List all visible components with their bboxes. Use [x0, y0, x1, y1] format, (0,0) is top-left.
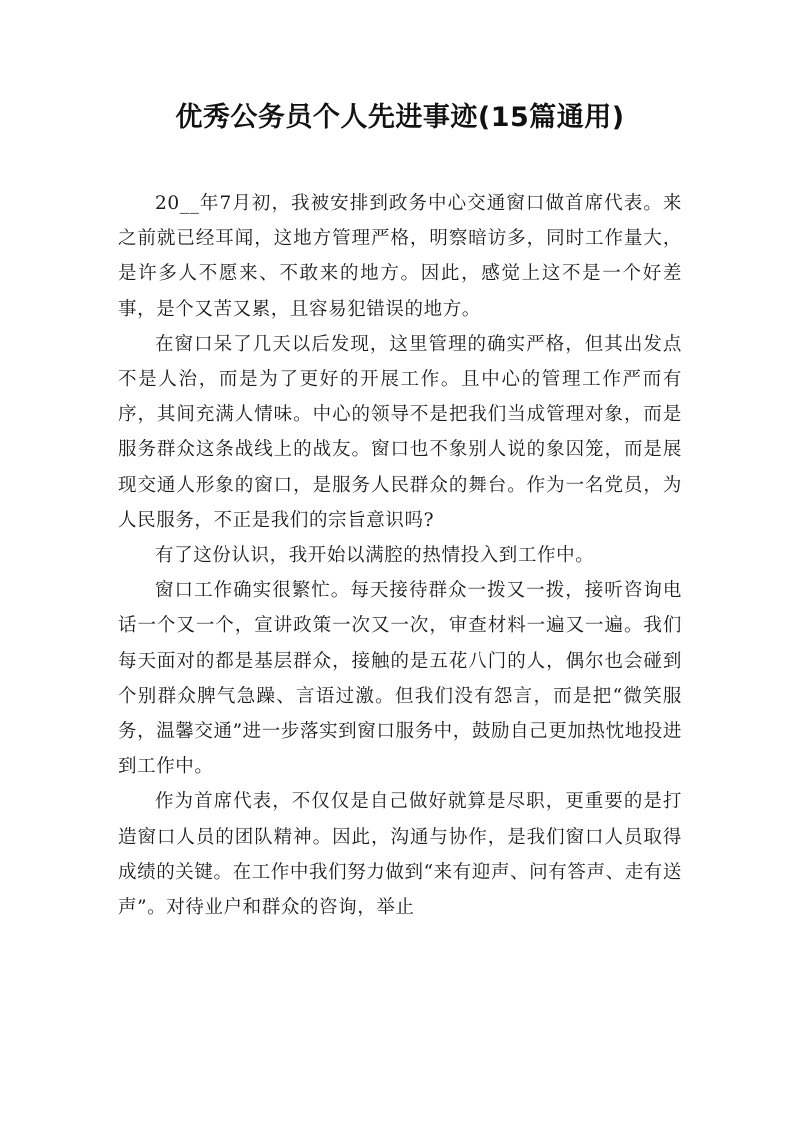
- document-title: 优秀公务员个人先进事迹(15篇通用): [175, 102, 625, 133]
- paragraph: 20__年7月初，我被安排到政务中心交通窗口做首席代表。来之前就已经耳闻，这地方管理严格，明察暗访多，同时工作量大，是许多人不愿来、不敢来的地方。因此，感觉上这不是一个好差事，是个又苦又累，且容易犯错误的地方。: [118, 193, 682, 320]
- paragraph: 在窗口呆了几天以后发现，这里管理的确实严格，但其出发点不是人治，而是为了更好的开展工作。且中心的管理工作严而有序，其间充满人情味。中心的领导不是把我们当成管理对象，而是服务群众这条战线上的战友。窗口也不象别人说的象囚笼，而是展现交通人形象的窗口，是服务人民群众的舞台。作为一名党员，为人民服务，不正是我们的宗旨意识吗?: [118, 333, 682, 531]
- document-body: [118, 186, 682, 925]
- paragraph: 有了这份认识，我开始以满腔的热情投入到工作中。: [155, 545, 595, 567]
- paragraph: 作为首席代表，不仅仅是自己做好就算是尽职，更重要的是打造窗口人员的团队精神。因此，沟通与协作，是我们窗口人员取得成绩的关键。在工作中我们努力做到“来有迎声、问有答声、走有送声”。对待业户和群众的咨询，举止: [118, 791, 682, 919]
- paragraph: 窗口工作确实很繁忙。每天接待群众一拨又一拨，接听咨询电话一个又一个，宣讲政策一次又一次，审查材料一遍又一遍。我们每天面对的都是基层群众，接触的是五花八门的人，偶尔也会碰到个别群众脾气急躁、言语过激。但我们没有怨言，而是把“微笑服务，温馨交通”进一步落实到窗口服务中，鼓励自己更加热忱地投进到工作中。: [118, 580, 682, 778]
